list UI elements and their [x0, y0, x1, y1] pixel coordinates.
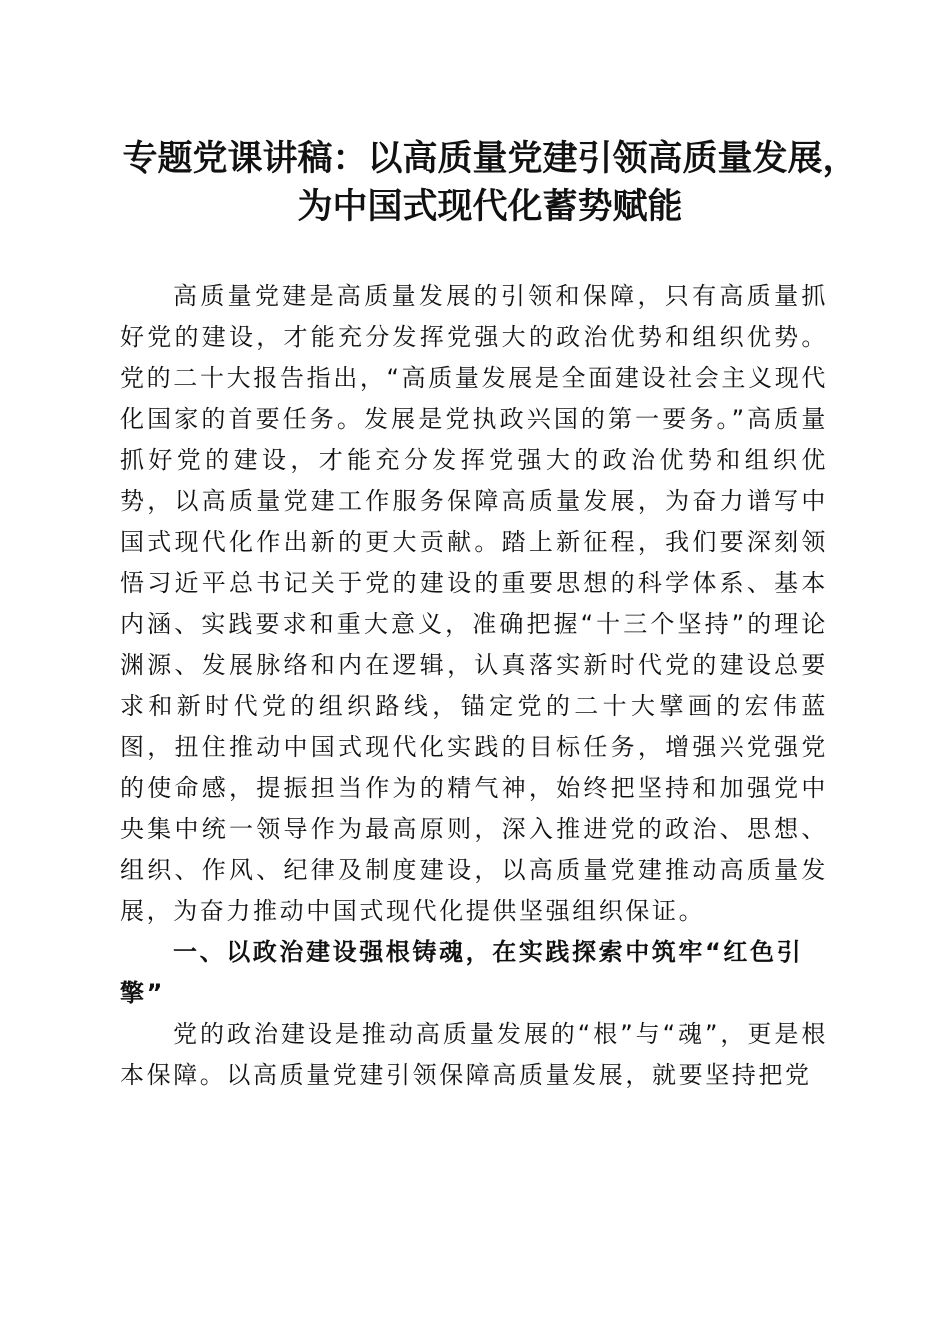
intro-paragraph: 高质量党建是高质量发展的引领和保障，只有高质量抓好党的建设，才能充分发挥党强大的政治优势和组织优势。党的二十大报告指出，“高质量发展是全面建设社会主义现代化国家的首要任务。发展是党执政兴国的第一要务。”高质量抓好党的建设，才能充分发挥党强大的政治优势和组织优势，以高质量党建工作服务保障高质量发展，为奋力谱写中国式现代化作出新的更大贡献。踏上新征程，我们要深刻领悟习近平总书记关于党的建设的重要思想的科学体系、基本内涵、实践要求和重大意义，准确把握“十三个坚持”的理论渊源、发展脉络和内在逻辑，认真落实新时代党的建设总要求和新时代党的组织路线，锚定党的二十大擘画的宏伟蓝图，扭住推动中国式现代化实践的目标任务，增强兴党强党的使命感，提振担当作为的精气神，始终把坚持和加强党中央集中统一领导作为最高原则，深入推进党的政治、思想、组织、作风、纪律及制度建设，以高质量党建推动高质量发展，为奋力推动中国式现代化提供坚强组织保证。	[120, 282, 828, 925]
title-line-2: 为中国式现代化蓄势赋能	[297, 186, 683, 227]
section-1-paragraph: 党的政治建设是推动高质量发展的“根”与“魂”，更是根本保障。以高质量党建引领保障高质量发展，就要坚持把党	[120, 1020, 828, 1089]
document-body	[120, 276, 828, 1096]
title-line-1: 专题党课讲稿：以高质量党建引领高质量发展，	[122, 138, 858, 179]
section-1-heading: 一、以政治建设强根铸魂，在实践探索中筑牢“红色引擎”	[120, 938, 804, 1007]
document-title	[110, 135, 870, 231]
